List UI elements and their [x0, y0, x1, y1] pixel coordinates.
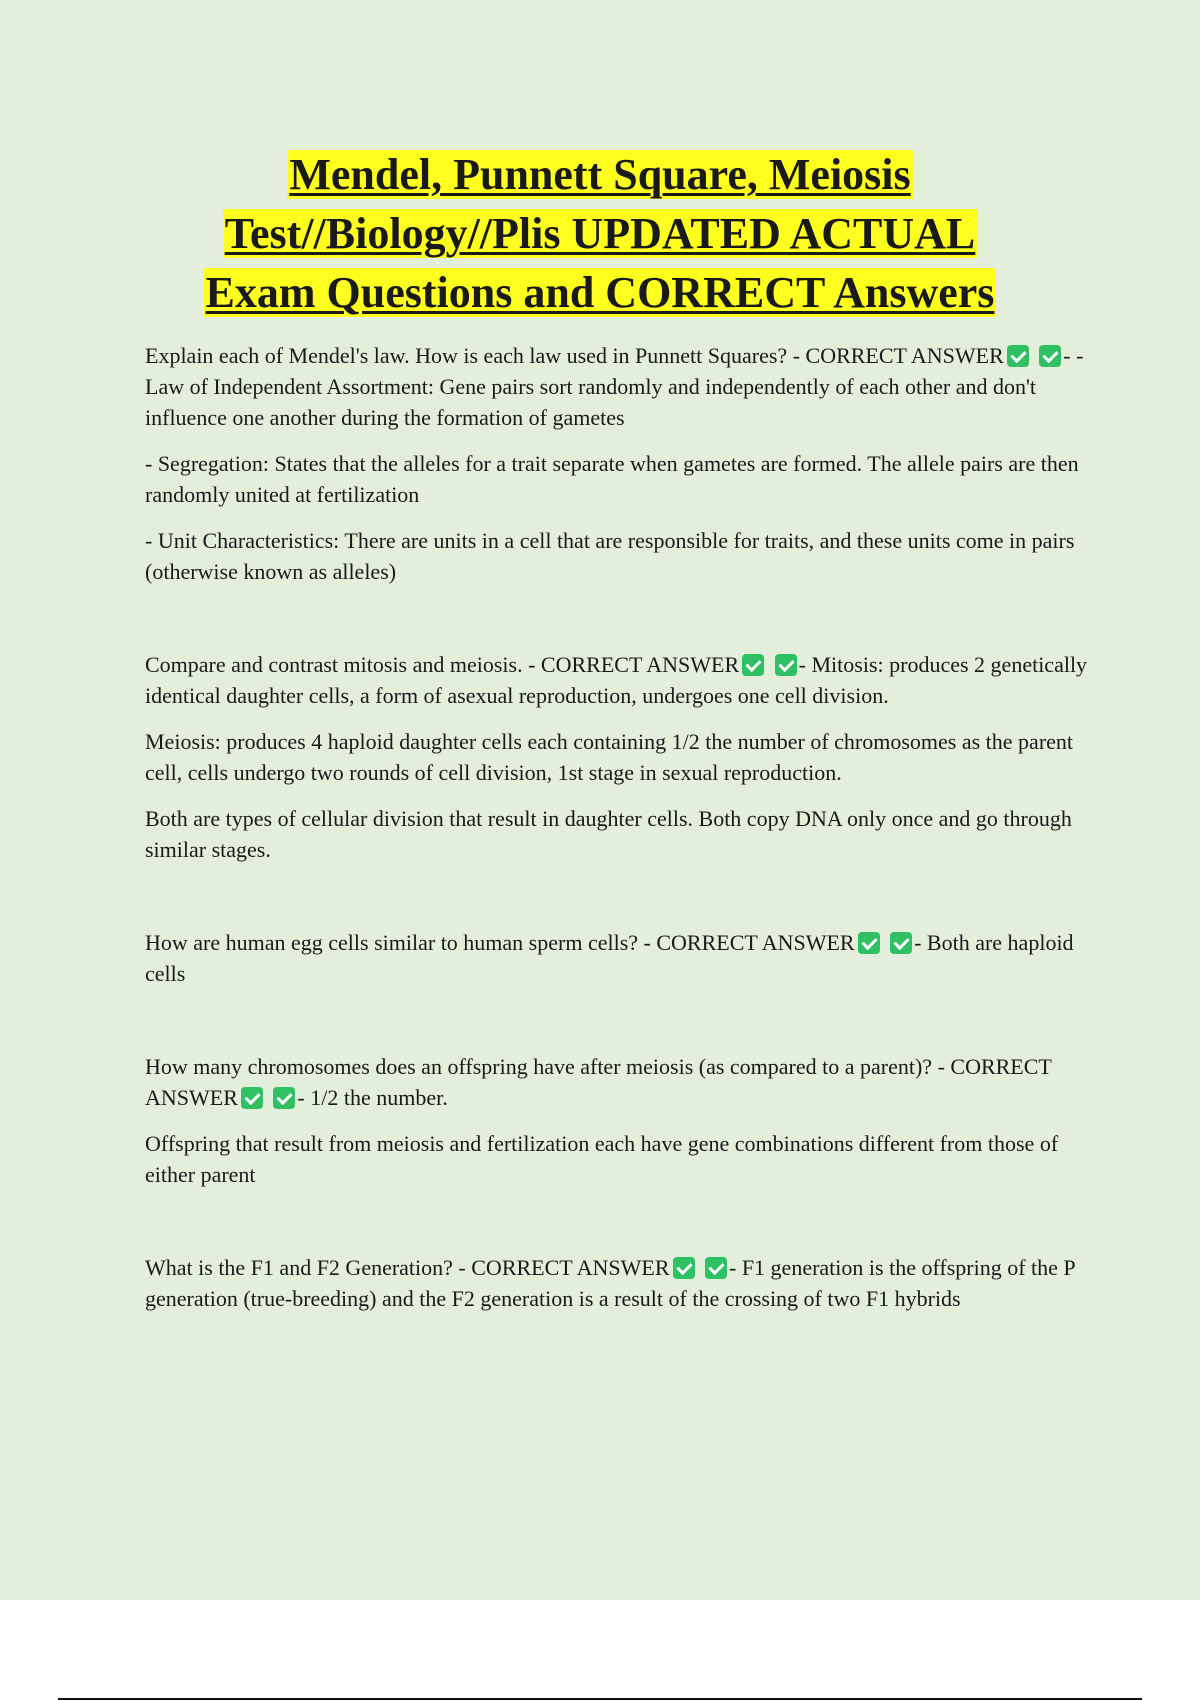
qa-first-paragraph — [145, 1051, 1090, 1113]
answer-text: - Both are haploid cells — [145, 930, 1074, 986]
qa-first-paragraph — [145, 927, 1090, 989]
qa-first-paragraph — [145, 340, 1090, 433]
qa-item — [145, 1252, 1090, 1314]
qa-item — [145, 1051, 1090, 1190]
qa-item — [145, 927, 1090, 989]
check-icon — [890, 932, 912, 954]
answer-paragraph: Offspring that result from meiosis and fertilization each have gene combinations different from those of either parent — [145, 1131, 1059, 1187]
check-icon — [705, 1257, 727, 1279]
question-text: What is the F1 and F2 Generation? - CORRECT ANSWER — [145, 1255, 670, 1280]
title-line-3: Exam Questions and CORRECT Answers — [205, 268, 995, 317]
qa-item — [145, 649, 1090, 865]
answer-text: - Mitosis: produces 2 genetically identical daughter cells, a form of asexual reproduction, undergoes one cell division. — [145, 652, 1088, 708]
question-text: How are human egg cells similar to human sperm cells? - CORRECT ANSWER — [145, 930, 855, 955]
answer-paragraph: - Unit Characteristics: There are units in a cell that are responsible for traits, and these units come in pairs (otherwise known as alleles) — [145, 528, 1075, 584]
answer-text: - 1/2 the number. — [297, 1085, 448, 1110]
document-title — [0, 145, 1200, 322]
qa-item — [145, 340, 1090, 587]
title-line-1: Mendel, Punnett Square, Meiosis — [289, 150, 911, 199]
answer-text: - - Law of Independent Assortment: Gene pairs sort randomly and independently of each other and don't influence one another during the formation of gametes — [145, 343, 1084, 430]
check-icon — [1007, 345, 1029, 367]
check-icon — [858, 932, 880, 954]
answer-text: - F1 generation is the offspring of the P generation (true-breeding) and the F2 generation is a result of the crossing of two F1 hybrids — [145, 1255, 1075, 1311]
qa-list — [145, 340, 1090, 1329]
answer-paragraph: - Segregation: States that the alleles for a trait separate when gametes are formed. The allele pairs are then randomly united at fertilization — [145, 451, 1079, 507]
answer-paragraph: Meiosis: produces 4 haploid daughter cells each containing 1/2 the number of chromosomes as the parent cell, cells undergo two rounds of cell division, 1st stage in sexual reproduction. — [145, 729, 1074, 785]
question-text: How many chromosomes does an offspring have after meiosis (as compared to a parent)? - CORRECT ANSWER — [145, 1054, 1052, 1110]
answer-paragraph: Both are types of cellular division that result in daughter cells. Both copy DNA only once and go through similar stages. — [145, 806, 1072, 862]
check-icon — [742, 654, 764, 676]
qa-first-paragraph — [145, 1252, 1090, 1314]
check-icon — [241, 1087, 263, 1109]
check-icon — [1039, 345, 1061, 367]
check-icon — [775, 654, 797, 676]
qa-first-paragraph — [145, 649, 1090, 711]
title-line-2: Test//Biology//Plis UPDATED ACTUAL — [224, 209, 976, 258]
check-icon — [673, 1257, 695, 1279]
page-footer — [0, 1600, 1200, 1700]
check-icon — [273, 1087, 295, 1109]
question-text: Explain each of Mendel's law. How is each law used in Punnett Squares? - CORRECT ANSWER — [145, 343, 1004, 368]
question-text: Compare and contrast mitosis and meiosis. - CORRECT ANSWER — [145, 652, 740, 677]
